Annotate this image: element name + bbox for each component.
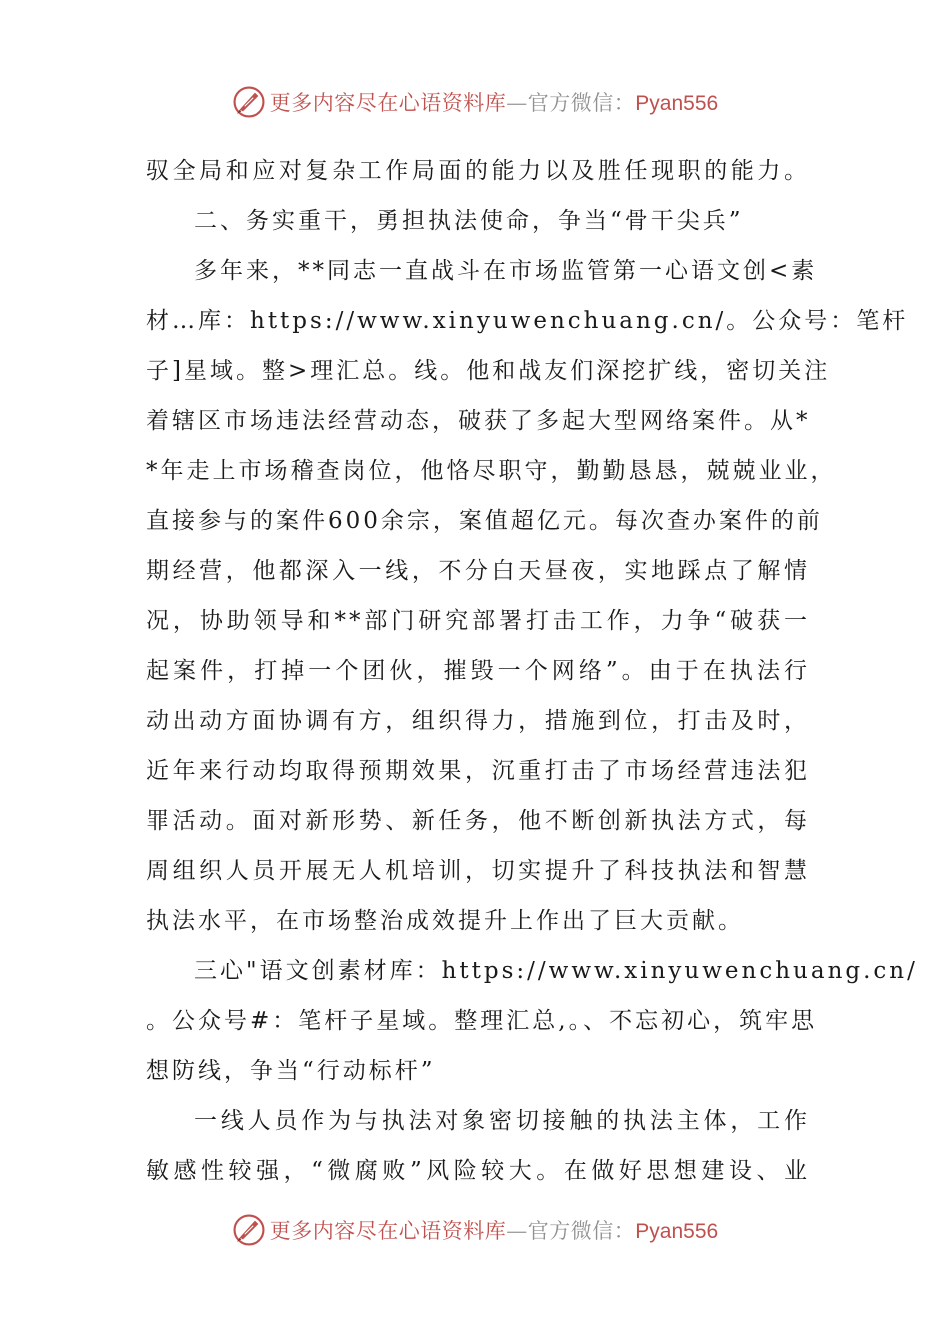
section-heading: 。公众号#：笔杆子星域。整理汇总,。、不忘初心，筑牢思 (146, 1008, 818, 1034)
text-line: 动出动方面协调有方，组织得力，措施到位，打击及时， (146, 708, 810, 734)
text-line: *年走上市场稽查岗位，他恪尽职守，勤勤恳恳，兢兢业业， (146, 458, 837, 484)
text-line: 况，协助领导和**部门研究部署打击工作，力争“破获一 (146, 608, 810, 634)
text-line: 多年来，**同志一直战斗在市场监管第一心语文创<素 (194, 258, 818, 284)
quill-logo-icon (232, 1213, 266, 1247)
text-line: 起案件，打掉一个团伙，摧毁一个网络”。由于在执法行 (146, 658, 810, 684)
section-heading: 二、务实重干，勇担执法使命，争当“骨干尖兵” (194, 208, 744, 234)
text-line: 直接参与的案件600余宗，案值超亿元。每次查办案件的前 (146, 508, 823, 534)
text-line: 材…库：https://www.xinyuwenchuang.cn/。公众号：笔杆 (146, 308, 909, 334)
text-line: 子]星域。整>理汇总。线。他和战友们深挖扩线，密切关注 (146, 358, 831, 384)
header-banner-text: 更多内容尽在心语资料库—官方微信：Pyan556 (269, 91, 719, 115)
document-body (146, 146, 918, 1196)
section-heading: 三心"语文创素材库：https://www.xinyuwenchuang.cn/ (194, 958, 918, 984)
text-line: 一线人员作为与执法对象密切接触的执法主体，工作 (194, 1108, 810, 1134)
text-line: 近年来行动均取得预期效果，沉重打击了市场经营违法犯 (146, 758, 810, 784)
text-line: 着辖区市场违法经营动态，破获了多起大型网络案件。从* (146, 408, 811, 434)
text-line: 敏感性较强，“微腐败”风险较大。在做好思想建设、业 (146, 1158, 810, 1184)
text-line: 罪活动。面对新形势、新任务，他不断创新执法方式，每 (146, 808, 810, 834)
footer-banner (0, 1208, 950, 1252)
text-line: 期经营，他都深入一线，不分白天昼夜，实地踩点了解情 (146, 558, 810, 584)
header-banner (0, 80, 950, 124)
footer-banner-text: 更多内容尽在心语资料库—官方微信：Pyan556 (269, 1219, 719, 1243)
text-line: 驭全局和应对复杂工作局面的能力以及胜任现职的能力。 (146, 158, 810, 184)
section-heading: 想防线，争当“行动标杆” (146, 1058, 436, 1084)
quill-logo-icon (232, 85, 266, 119)
text-line: 执法水平，在市场整治成效提升上作出了巨大贡献。 (146, 908, 744, 934)
text-line: 周组织人员开展无人机培训，切实提升了科技执法和智慧 (146, 858, 810, 884)
